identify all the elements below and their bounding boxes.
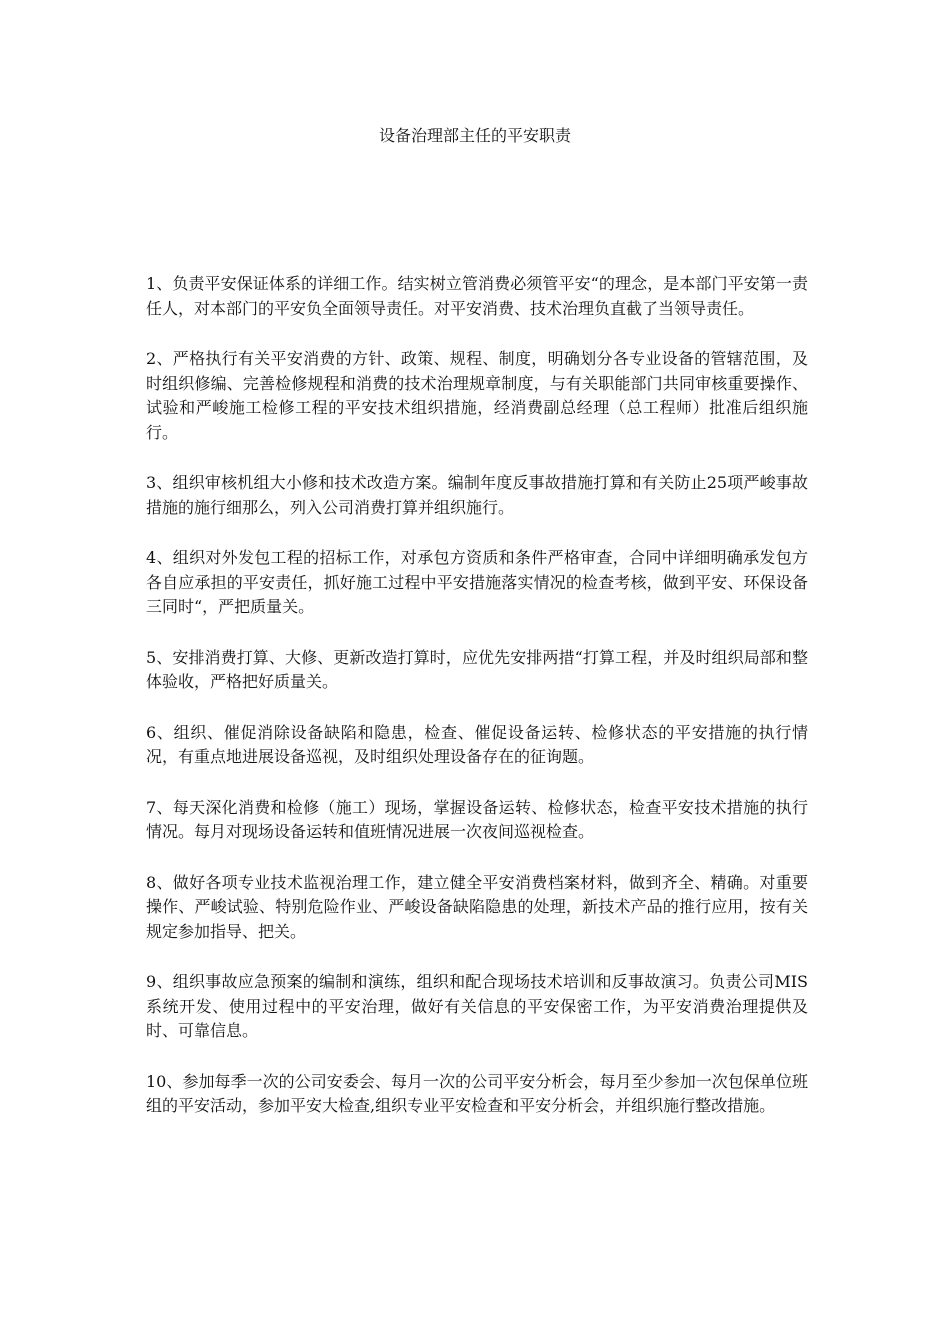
paragraph-1: 1、负责平安保证体系的详细工作。结实树立管消费必须管平安“的理念，是本部门平安第一责任人，对本部门的平安负全面领导责任。对平安消费、技术治理负直截了当领导责任。 — [146, 274, 808, 318]
paragraph-5: 5、安排消费打算、大修、更新改造打算时，应优先安排两措“打算工程，并及时组织局部和整体验收，严格把好质量关。 — [146, 647, 808, 691]
document-title: 设备治理部主任的平安职责 — [378, 126, 571, 145]
paragraph-6: 6、组织、催促消除设备缺陷和隐患，检查、催促设备运转、检修状态的平安措施的执行情况，有重点地进展设备巡视，及时组织处理设备存在的征询题。 — [146, 722, 808, 766]
paragraph-7: 7、每天深化消费和检修（施工）现场，掌握设备运转、检修状态，检查平安技术措施的执行情况。每月对现场设备运转和值班情况进展一次夜间巡视检查。 — [146, 797, 808, 841]
paragraph-3: 3、组织审核机组大小修和技术改造方案。编制年度反事故措施打算和有关防止25项严峻事故措施的施行细那么，列入公司消费打算并组织施行。 — [146, 473, 808, 517]
document-body — [146, 272, 808, 1145]
paragraph-2: 2、严格执行有关平安消费的方针、政策、规程、制度，明确划分各专业设备的管辖范围，及时组织修编、完善检修规程和消费的技术治理规章制度，与有关职能部门共同审核重要操作、试验和严峻施工检修工程的平安技术组织措施，经消费副总经理（总工程师）批准后组织施行。 — [146, 349, 808, 442]
paragraph-8: 8、做好各项专业技术监视治理工作，建立健全平安消费档案材料，做到齐全、精确。对重要操作、严峻试验、特别危险作业、严峻设备缺陷隐患的处理，新技术产品的推行应用，按有关规定参加指导、把关。 — [146, 872, 808, 941]
paragraph-10: 10、参加每季一次的公司安委会、每月一次的公司平安分析会，每月至少参加一次包保单位班组的平安活动，参加平安大检查,组织专业平安检查和平安分析会，并组织施行整改措施。 — [146, 1071, 808, 1115]
paragraph-9: 9、组织事故应急预案的编制和演练，组织和配合现场技术培训和反事故演习。负责公司MIS系统开发、使用过程中的平安治理，做好有关信息的平安保密工作，为平安消费治理提供及时、可靠信息。 — [146, 972, 808, 1040]
paragraph-4: 4、组织对外发包工程的招标工作，对承包方资质和条件严格审查，合同中详细明确承发包方各自应承担的平安责任，抓好施工过程中平安措施落实情况的检查考核，做到平安、环保设备三同时“，严把质量关。 — [146, 548, 808, 616]
